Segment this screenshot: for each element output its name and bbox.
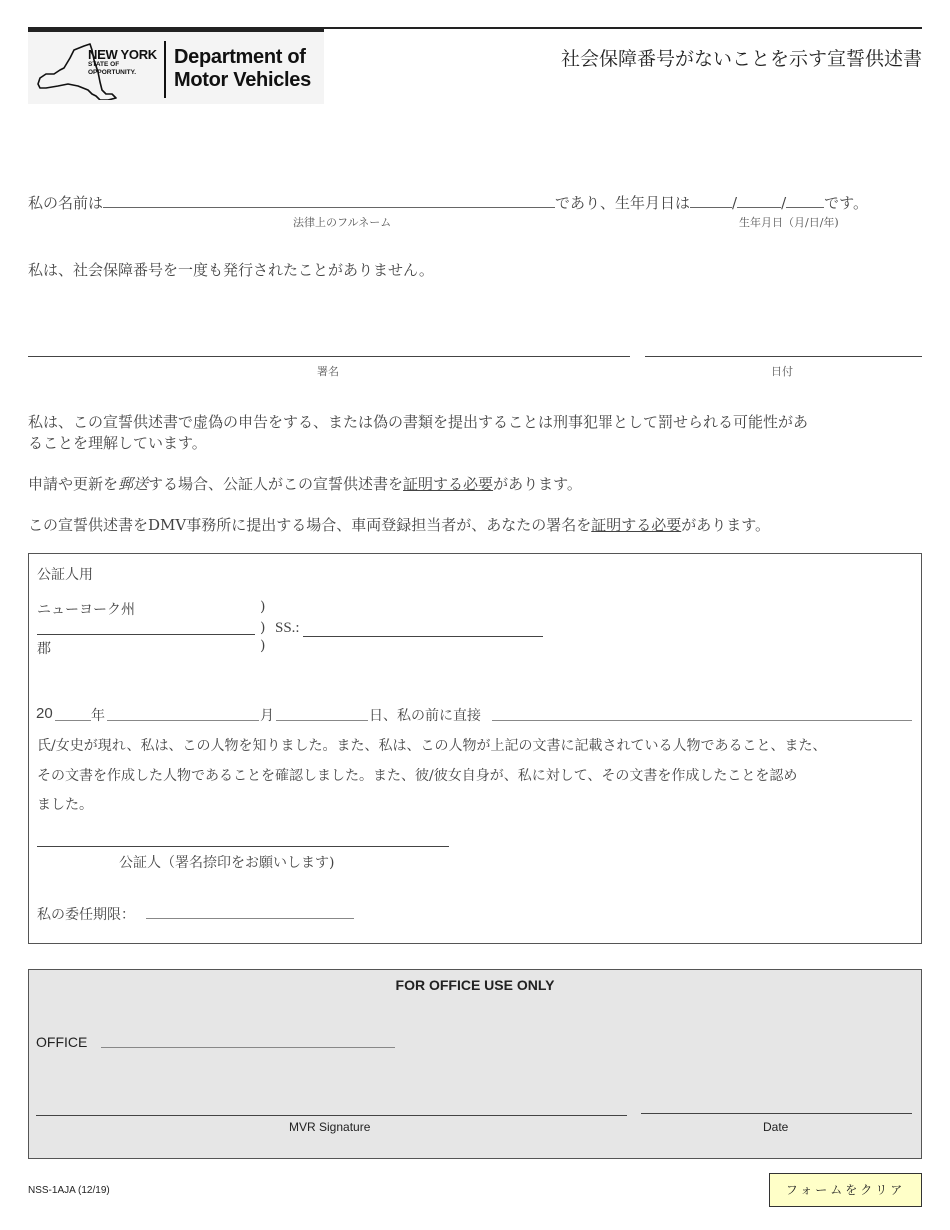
- office-notice-c: があります。: [681, 516, 771, 534]
- name-prefix: 私の名前は: [28, 194, 104, 212]
- commission-expiry-field[interactable]: [146, 918, 354, 919]
- dmv-wordmark: [174, 46, 311, 92]
- ss-label: SS.:: [275, 620, 300, 636]
- day-appeared-label: 日、私の前に直接: [369, 708, 481, 724]
- dept-line-2: Motor Vehicles: [174, 69, 311, 91]
- signature-field[interactable]: [28, 356, 630, 357]
- office-label: OFFICE: [36, 1034, 88, 1050]
- notary-signature-field[interactable]: [37, 846, 449, 847]
- bracket-3: ): [260, 638, 266, 654]
- dob-caption: 生年月日（月/日/年): [739, 216, 839, 229]
- ny-wordmark: [88, 48, 157, 76]
- year-label: 年: [91, 708, 105, 724]
- month-field[interactable]: [107, 720, 259, 721]
- dob-day-field[interactable]: [737, 194, 781, 208]
- county-field[interactable]: [37, 634, 255, 635]
- document-title: 社会保障番号がないことを示す宣誓供述書: [560, 48, 922, 70]
- ny-tagline-1: STATE OF: [88, 61, 120, 68]
- day-field[interactable]: [276, 720, 368, 721]
- notary-signature-caption: 公証人（署名捺印をお願いします): [119, 855, 335, 871]
- signature-date-caption: 日付: [771, 365, 793, 378]
- mail-notice-a: 申請や更新を: [28, 475, 119, 493]
- bracket-1: ): [260, 599, 266, 615]
- mail-notice-c: する場合、公証人がこの宣誓供述書を: [148, 475, 404, 493]
- mvr-signature-caption: MVR Signature: [289, 1120, 371, 1134]
- logo-divider: [164, 41, 166, 98]
- mail-notice-emphasis: 郵送: [118, 475, 149, 493]
- appearing-person-field[interactable]: [492, 720, 912, 721]
- dob-month-field[interactable]: [690, 194, 732, 208]
- notary-section: [28, 553, 922, 944]
- office-use-heading: FOR OFFICE USE ONLY: [395, 977, 555, 993]
- ny-tagline-2: OPPORTUNITY.: [88, 68, 137, 76]
- notary-state-label: ニューヨーク州: [37, 602, 135, 618]
- form-id: NSS-1AJA (12/19): [28, 1185, 110, 1196]
- clear-form-button[interactable]: フォームをクリア: [769, 1173, 922, 1207]
- perjury-warning-line-2: ることを理解しています。: [28, 434, 207, 452]
- ss-field[interactable]: [303, 636, 543, 637]
- name-statement-line: [28, 192, 868, 213]
- year-prefix: 20: [36, 705, 53, 722]
- commission-expiry-label: 私の委任期限：: [37, 907, 135, 923]
- notary-heading: 公証人用: [37, 567, 93, 583]
- office-notice-a: この宣誓供述書をDMV事務所に提出する場合、車両登録担当者が、あなたの署名を: [28, 516, 592, 534]
- mail-notice-underline: 証明する必要: [403, 475, 494, 493]
- dept-line-1: Department of: [174, 46, 306, 68]
- notary-paragraph-line-1: 氏/女史が現れ、私は、この人物を知りました。また、私は、この人物が上記の文書に記載されている人物であること、また、: [37, 738, 827, 754]
- signature-caption: 署名: [317, 365, 339, 378]
- full-name-field[interactable]: [103, 194, 555, 208]
- mvr-signature-field[interactable]: [36, 1115, 627, 1116]
- office-date-field[interactable]: [641, 1113, 912, 1114]
- office-notice-underline: 証明する必要: [591, 516, 682, 534]
- mail-notice-e: があります。: [493, 475, 582, 493]
- month-label: 月: [260, 708, 274, 724]
- year-field[interactable]: [55, 720, 91, 721]
- office-use-section: [28, 969, 922, 1159]
- dob-slash-2: /: [781, 194, 787, 212]
- no-ssn-statement: 私は、社会保障番号を一度も発行されたことがありません。: [28, 261, 434, 279]
- county-label: 郡: [37, 641, 51, 657]
- bracket-2: ): [260, 620, 266, 636]
- notary-paragraph-line-2: その文書を作成した人物であることを確認しました。また、彼/彼女自身が、私に対して、その文書を作成したことを認め: [37, 768, 798, 784]
- full-name-caption: 法律上のフルネーム: [293, 216, 392, 229]
- perjury-warning-line-1: 私は、この宣誓供述書で虚偽の申告をする、または偽の書類を提出することは刑事犯罪として罰せられる可能性があ: [28, 413, 809, 431]
- signature-date-field[interactable]: [645, 356, 922, 357]
- dob-slash-1: /: [732, 194, 738, 212]
- dob-suffix: です。: [824, 194, 868, 212]
- office-field[interactable]: [101, 1047, 395, 1048]
- notary-paragraph-line-3: ました。: [37, 797, 93, 813]
- dmv-logo: [28, 32, 324, 104]
- ny-state-name: NEW YORK: [88, 47, 157, 62]
- mail-notary-notice: [28, 473, 582, 494]
- dob-year-field[interactable]: [786, 194, 824, 208]
- office-witness-notice: [28, 514, 770, 535]
- name-suffix: であり、生年月日は: [555, 194, 691, 212]
- office-date-caption: Date: [763, 1120, 789, 1134]
